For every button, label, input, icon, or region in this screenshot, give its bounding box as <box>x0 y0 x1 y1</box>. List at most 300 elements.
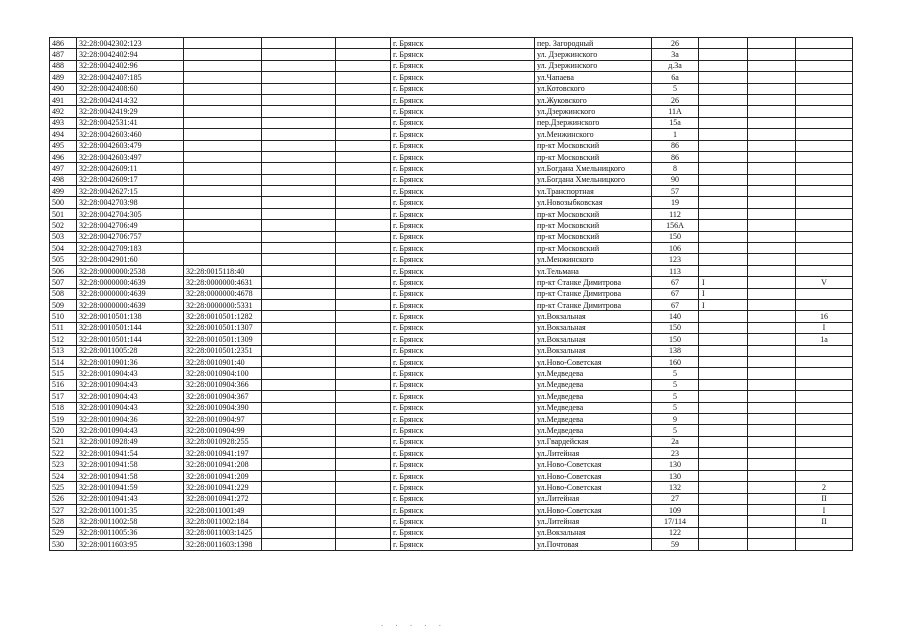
empty-cell <box>336 527 391 538</box>
empty-cell <box>336 356 391 367</box>
empty-cell <box>262 288 336 299</box>
empty-cell <box>262 425 336 436</box>
row-number: 495 <box>50 140 77 151</box>
empty-cell <box>262 60 336 71</box>
empty-cell <box>262 334 336 345</box>
street-cell: пер.Дзержинского <box>535 117 652 128</box>
flag-cell <box>699 254 748 265</box>
empty-cell <box>262 482 336 493</box>
cadastral-number-2 <box>184 83 262 94</box>
empty-cell <box>336 38 391 49</box>
flag-cell <box>699 322 748 333</box>
cadastral-number-2 <box>184 254 262 265</box>
street-cell: ул.Вокзальная <box>535 527 652 538</box>
empty-cell <box>748 493 796 504</box>
empty-cell <box>336 322 391 333</box>
street-cell: ул.Медведева <box>535 402 652 413</box>
house-cell: 86 <box>652 151 699 162</box>
row-number: 519 <box>50 413 77 424</box>
cadastral-number-2: 32:28:0010501:1309 <box>184 334 262 345</box>
empty-cell <box>336 117 391 128</box>
table-row <box>50 72 853 83</box>
extra-cell <box>796 231 853 242</box>
street-cell: пр-кт Станке Димитрова <box>535 277 652 288</box>
cadastral-number: 32:28:0011005:36 <box>77 527 184 538</box>
extra-cell <box>796 265 853 276</box>
flag-cell <box>699 38 748 49</box>
empty-cell <box>262 436 336 447</box>
row-number: 507 <box>50 277 77 288</box>
street-cell: ул.Медведева <box>535 391 652 402</box>
house-cell: 11А <box>652 106 699 117</box>
flag-cell <box>699 413 748 424</box>
extra-cell <box>796 38 853 49</box>
empty-cell <box>748 49 796 60</box>
empty-cell <box>748 436 796 447</box>
extra-cell <box>796 72 853 83</box>
table-row <box>50 425 853 436</box>
city-cell: г. Брянск <box>391 288 535 299</box>
street-cell: ул.Вокзальная <box>535 322 652 333</box>
empty-cell <box>336 288 391 299</box>
cadastral-number-2: 32:28:0011603:1398 <box>184 539 262 550</box>
extra-cell <box>796 163 853 174</box>
empty-cell <box>748 311 796 322</box>
row-number: 523 <box>50 459 77 470</box>
extra-cell <box>796 391 853 402</box>
city-cell: г. Брянск <box>391 140 535 151</box>
cadastral-number-2: 32:28:0010941:209 <box>184 470 262 481</box>
cadastral-number: 32:28:0010904:43 <box>77 391 184 402</box>
table-row <box>50 402 853 413</box>
empty-cell <box>748 505 796 516</box>
table-row <box>50 356 853 367</box>
cadastral-number-2 <box>184 38 262 49</box>
empty-cell <box>336 459 391 470</box>
empty-cell <box>336 493 391 504</box>
cadastral-number-2: 32:28:0010941:229 <box>184 482 262 493</box>
table-row <box>50 277 853 288</box>
flag-cell <box>699 391 748 402</box>
empty-cell <box>336 265 391 276</box>
empty-cell <box>262 208 336 219</box>
row-number: 524 <box>50 470 77 481</box>
extra-cell <box>796 60 853 71</box>
cadastral-number: 32:28:0010941:54 <box>77 448 184 459</box>
cadastral-number: 32:28:0042402:94 <box>77 49 184 60</box>
street-cell: пр-кт Московский <box>535 140 652 151</box>
cadastral-number: 32:28:0042419:29 <box>77 106 184 117</box>
row-number: 494 <box>50 129 77 140</box>
row-number: 522 <box>50 448 77 459</box>
table-row <box>50 163 853 174</box>
row-number: 491 <box>50 94 77 105</box>
street-cell: ул.Вокзальная <box>535 345 652 356</box>
street-cell: ул.Богдана Хмельницкого <box>535 174 652 185</box>
table-row <box>50 117 853 128</box>
empty-cell <box>336 94 391 105</box>
city-cell: г. Брянск <box>391 220 535 231</box>
flag-cell <box>699 311 748 322</box>
cadastral-number-2: 32:28:0015118:40 <box>184 265 262 276</box>
table-row <box>50 208 853 219</box>
cadastral-number-2: 32:28:0010904:99 <box>184 425 262 436</box>
cadastral-number-2 <box>184 94 262 105</box>
empty-cell <box>336 448 391 459</box>
empty-cell <box>262 174 336 185</box>
cadastral-number-2: 32:28:0000000:4678 <box>184 288 262 299</box>
empty-cell <box>336 368 391 379</box>
street-cell: пр-кт Станке Димитрова <box>535 288 652 299</box>
city-cell: г. Брянск <box>391 254 535 265</box>
flag-cell <box>699 402 748 413</box>
city-cell: г. Брянск <box>391 436 535 447</box>
city-cell: г. Брянск <box>391 493 535 504</box>
table-row <box>50 322 853 333</box>
row-number: 527 <box>50 505 77 516</box>
cadastral-number: 32:28:0042414:32 <box>77 94 184 105</box>
extra-cell: 16 <box>796 311 853 322</box>
street-cell: ул.Новозыбковская <box>535 197 652 208</box>
table-row <box>50 197 853 208</box>
house-cell: 8 <box>652 163 699 174</box>
flag-cell <box>699 72 748 83</box>
city-cell: г. Брянск <box>391 60 535 71</box>
empty-cell <box>262 516 336 527</box>
house-cell: 109 <box>652 505 699 516</box>
empty-cell <box>336 243 391 254</box>
empty-cell <box>262 49 336 60</box>
cadastral-number-2: 32:28:0011003:1425 <box>184 527 262 538</box>
city-cell: г. Брянск <box>391 72 535 83</box>
city-cell: г. Брянск <box>391 231 535 242</box>
table-row <box>50 83 853 94</box>
table-row <box>50 299 853 310</box>
house-cell: 23 <box>652 448 699 459</box>
row-number: 501 <box>50 208 77 219</box>
street-cell: ул.Медведева <box>535 368 652 379</box>
table-row <box>50 186 853 197</box>
empty-cell <box>336 220 391 231</box>
table-row <box>50 482 853 493</box>
empty-cell <box>336 49 391 60</box>
empty-cell <box>748 174 796 185</box>
empty-cell <box>262 391 336 402</box>
table-row <box>50 60 853 71</box>
table-row <box>50 459 853 470</box>
empty-cell <box>262 345 336 356</box>
city-cell: г. Брянск <box>391 208 535 219</box>
flag-cell <box>699 186 748 197</box>
empty-cell <box>262 254 336 265</box>
cadastral-number: 32:28:0042302:123 <box>77 38 184 49</box>
cadastral-number: 32:28:0042627:15 <box>77 186 184 197</box>
house-cell: 5 <box>652 402 699 413</box>
flag-cell <box>699 539 748 550</box>
empty-cell <box>336 516 391 527</box>
house-cell: 150 <box>652 231 699 242</box>
empty-cell <box>748 117 796 128</box>
row-number: 487 <box>50 49 77 60</box>
empty-cell <box>262 220 336 231</box>
extra-cell <box>796 527 853 538</box>
empty-cell <box>748 60 796 71</box>
city-cell: г. Брянск <box>391 174 535 185</box>
empty-cell <box>262 448 336 459</box>
cadastral-number: 32:28:0011005:28 <box>77 345 184 356</box>
row-number: 506 <box>50 265 77 276</box>
house-cell: 1 <box>652 129 699 140</box>
extra-cell <box>796 151 853 162</box>
cadastral-number: 32:28:0000000:4639 <box>77 299 184 310</box>
cadastral-number-2 <box>184 243 262 254</box>
empty-cell <box>336 345 391 356</box>
city-cell: г. Брянск <box>391 277 535 288</box>
table-row <box>50 413 853 424</box>
street-cell: ул.Котовского <box>535 83 652 94</box>
extra-cell <box>796 470 853 481</box>
empty-cell <box>262 106 336 117</box>
row-number: 530 <box>50 539 77 550</box>
extra-cell: I <box>796 322 853 333</box>
empty-cell <box>262 277 336 288</box>
row-number: 518 <box>50 402 77 413</box>
flag-cell: I <box>699 299 748 310</box>
house-cell: 5 <box>652 368 699 379</box>
row-number: 498 <box>50 174 77 185</box>
street-cell: ул.Вокзальная <box>535 334 652 345</box>
street-cell: ул.Ново-Советская <box>535 505 652 516</box>
empty-cell <box>748 163 796 174</box>
empty-cell <box>748 527 796 538</box>
street-cell: ул.Богдана Хмельницкого <box>535 163 652 174</box>
empty-cell <box>748 391 796 402</box>
empty-cell <box>336 106 391 117</box>
row-number: 517 <box>50 391 77 402</box>
cadastral-number-2 <box>184 186 262 197</box>
empty-cell <box>262 186 336 197</box>
cadastral-number-2 <box>184 129 262 140</box>
row-number: 503 <box>50 231 77 242</box>
cadastral-number-2: 32:28:0010904:97 <box>184 413 262 424</box>
city-cell: г. Брянск <box>391 197 535 208</box>
table-row <box>50 129 853 140</box>
table-row <box>50 231 853 242</box>
cadastral-number-2: 32:28:0010904:100 <box>184 368 262 379</box>
cadastral-number: 32:28:0010904:36 <box>77 413 184 424</box>
house-cell: 2а <box>652 436 699 447</box>
empty-cell <box>262 72 336 83</box>
table-row <box>50 94 853 105</box>
street-cell: ул.Дзержинского <box>535 106 652 117</box>
empty-cell <box>336 482 391 493</box>
empty-cell <box>748 413 796 424</box>
city-cell: г. Брянск <box>391 311 535 322</box>
city-cell: г. Брянск <box>391 334 535 345</box>
extra-cell <box>796 174 853 185</box>
street-cell: пер. Загородный <box>535 38 652 49</box>
city-cell: г. Брянск <box>391 106 535 117</box>
row-number: 510 <box>50 311 77 322</box>
cadastral-number: 32:28:0010941:43 <box>77 493 184 504</box>
row-number: 488 <box>50 60 77 71</box>
cadastral-number-2 <box>184 231 262 242</box>
row-number: 500 <box>50 197 77 208</box>
extra-cell: V <box>796 277 853 288</box>
extra-cell <box>796 254 853 265</box>
city-cell: г. Брянск <box>391 505 535 516</box>
empty-cell <box>748 254 796 265</box>
cadastral-number-2: 32:28:0010904:366 <box>184 379 262 390</box>
empty-cell <box>748 83 796 94</box>
cadastral-number-2: 32:28:0011001:49 <box>184 505 262 516</box>
cadastral-number-2 <box>184 49 262 60</box>
cadastral-number-2 <box>184 174 262 185</box>
house-cell: 57 <box>652 186 699 197</box>
table-row <box>50 436 853 447</box>
street-cell: ул.Медведева <box>535 379 652 390</box>
street-cell: ул.Менжинского <box>535 254 652 265</box>
city-cell: г. Брянск <box>391 448 535 459</box>
cadastral-number: 32:28:0042531:41 <box>77 117 184 128</box>
table-row <box>50 243 853 254</box>
empty-cell <box>336 208 391 219</box>
empty-cell <box>336 470 391 481</box>
extra-cell <box>796 220 853 231</box>
cadastral-number: 32:28:0011603:95 <box>77 539 184 550</box>
flag-cell <box>699 356 748 367</box>
street-cell: ул.Литейная <box>535 448 652 459</box>
street-cell: ул.Ново-Советская <box>535 470 652 481</box>
house-cell: 106 <box>652 243 699 254</box>
empty-cell <box>262 322 336 333</box>
street-cell: ул. Дзержинского <box>535 49 652 60</box>
empty-cell <box>748 231 796 242</box>
empty-cell <box>748 265 796 276</box>
table-row <box>50 220 853 231</box>
cadastral-number: 32:28:0010904:43 <box>77 402 184 413</box>
row-number: 509 <box>50 299 77 310</box>
flag-cell <box>699 470 748 481</box>
empty-cell <box>262 505 336 516</box>
scan-artifact: · · · · · <box>380 622 445 630</box>
table-row <box>50 527 853 538</box>
row-number: 512 <box>50 334 77 345</box>
flag-cell <box>699 265 748 276</box>
empty-cell <box>262 197 336 208</box>
house-cell: 5 <box>652 425 699 436</box>
empty-cell <box>336 72 391 83</box>
house-cell: 160 <box>652 356 699 367</box>
row-number: 504 <box>50 243 77 254</box>
extra-cell <box>796 140 853 151</box>
table-row <box>50 470 853 481</box>
empty-cell <box>748 379 796 390</box>
table-row <box>50 345 853 356</box>
flag-cell <box>699 379 748 390</box>
empty-cell <box>748 516 796 527</box>
empty-cell <box>262 379 336 390</box>
empty-cell <box>262 527 336 538</box>
house-cell: 113 <box>652 265 699 276</box>
empty-cell <box>336 413 391 424</box>
row-number: 511 <box>50 322 77 333</box>
extra-cell <box>796 288 853 299</box>
house-cell: 150 <box>652 322 699 333</box>
cadastral-number: 32:28:0042603:497 <box>77 151 184 162</box>
empty-cell <box>336 60 391 71</box>
city-cell: г. Брянск <box>391 129 535 140</box>
flag-cell: I <box>699 277 748 288</box>
empty-cell <box>262 402 336 413</box>
empty-cell <box>748 106 796 117</box>
flag-cell <box>699 129 748 140</box>
flag-cell <box>699 117 748 128</box>
empty-cell <box>262 368 336 379</box>
table-row <box>50 254 853 265</box>
extra-cell <box>796 106 853 117</box>
cadastral-number-2 <box>184 220 262 231</box>
cadastral-number-2: 32:28:0010501:2351 <box>184 345 262 356</box>
street-cell: ул.Ново-Советская <box>535 459 652 470</box>
cadastral-number-2: 32:28:0010941:208 <box>184 459 262 470</box>
street-cell: ул.Литейная <box>535 516 652 527</box>
extra-cell <box>796 94 853 105</box>
empty-cell <box>336 391 391 402</box>
empty-cell <box>748 197 796 208</box>
empty-cell <box>262 231 336 242</box>
house-cell: 150 <box>652 334 699 345</box>
empty-cell <box>262 539 336 550</box>
flag-cell <box>699 174 748 185</box>
cadastral-number: 32:28:0042706:49 <box>77 220 184 231</box>
empty-cell <box>336 151 391 162</box>
cadastral-number: 32:28:0042703:98 <box>77 197 184 208</box>
row-number: 514 <box>50 356 77 367</box>
extra-cell <box>796 356 853 367</box>
city-cell: г. Брянск <box>391 38 535 49</box>
house-cell: 26 <box>652 94 699 105</box>
house-cell: 67 <box>652 277 699 288</box>
cadastral-number: 32:28:0042603:460 <box>77 129 184 140</box>
empty-cell <box>336 311 391 322</box>
cadastral-number-2 <box>184 60 262 71</box>
cadastral-number: 32:28:0000000:4639 <box>77 277 184 288</box>
flag-cell <box>699 425 748 436</box>
cadastral-number: 32:28:0010501:138 <box>77 311 184 322</box>
empty-cell <box>748 151 796 162</box>
cadastral-number: 32:28:0010904:43 <box>77 379 184 390</box>
street-cell: ул.Жуковского <box>535 94 652 105</box>
registry-table <box>49 37 853 551</box>
house-cell: 138 <box>652 345 699 356</box>
extra-cell <box>796 197 853 208</box>
street-cell: ул.Тельмана <box>535 265 652 276</box>
empty-cell <box>748 322 796 333</box>
row-number: 526 <box>50 493 77 504</box>
empty-cell <box>748 425 796 436</box>
extra-cell: 2 <box>796 482 853 493</box>
house-cell: 5 <box>652 83 699 94</box>
empty-cell <box>262 299 336 310</box>
table-row <box>50 516 853 527</box>
extra-cell <box>796 379 853 390</box>
cadastral-number: 32:28:0000000:4639 <box>77 288 184 299</box>
street-cell: пр-кт Московский <box>535 151 652 162</box>
flag-cell <box>699 231 748 242</box>
row-number: 525 <box>50 482 77 493</box>
empty-cell <box>748 539 796 550</box>
